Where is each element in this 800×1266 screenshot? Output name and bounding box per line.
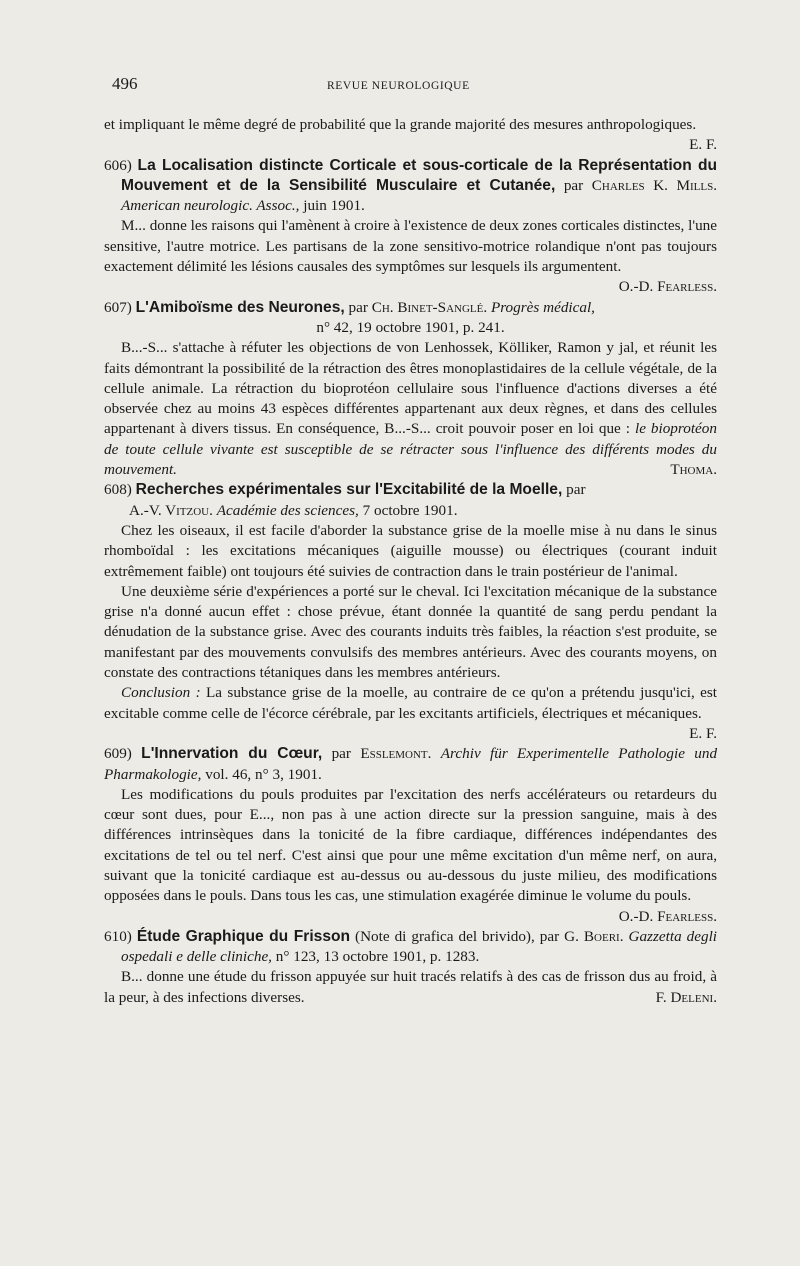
entry-606-text: M... donne les raisons qui l'amènent à croire à l'existence de deux zones corticales distinctes, l'une sensitive, l'autre motrice. Les partisans de la zone sensitivo-motrice rolandique n'ont pas toujours exactement délimité les lésions causales des symptômes sur lesquels ils argumentent. bbox=[104, 217, 717, 276]
entry-610-text: B... donne une étude du frisson appuyée sur huit tracés relatifs à des cas de frisson dus au froid, à la peur, à des infections diverses. bbox=[104, 968, 717, 1006]
entry-607-body bbox=[104, 338, 717, 480]
entry-608-author: A.-V. Vitzou. bbox=[129, 501, 213, 519]
entry-610-author: G. Boeri. bbox=[564, 927, 624, 945]
entry-609-date: vol. 46, n° 3, 1901. bbox=[205, 765, 322, 783]
entry-609-by: par bbox=[331, 745, 351, 763]
page-number: 496 bbox=[112, 74, 138, 93]
entry-609-body bbox=[104, 785, 717, 927]
article-body bbox=[104, 115, 717, 1008]
entry-608-signature: E. F. bbox=[689, 724, 717, 742]
entry-606-body bbox=[104, 216, 717, 297]
entry-608-body-2: Une deuxième série d'expériences a porté sur le cheval. Ici l'excitation mécanique de la substance grise n'a donné aucun effet : chose prévue, étant donnée la quantité de sang perdu pendant la dénudation de la substance grise. Avec des courants induits très faibles, la réaction s'est produite, se manifestant par des mouvements convulsifs des membres antérieurs. Avec des courants moyens, on constate des contractions tétaniques dans les membres antérieurs. bbox=[104, 582, 717, 682]
entry-607-title: L'Amiboïsme des Neurones, bbox=[135, 298, 345, 316]
entry-608-heading bbox=[104, 480, 717, 521]
entry-607-signature: Thoma. bbox=[670, 461, 717, 479]
page-header bbox=[112, 74, 712, 96]
entry-606-signature: O.-D. Fearless. bbox=[618, 278, 717, 296]
entry-609-text: Les modifications du pouls produites par l'excitation des nerfs accélérateurs ou retardeurs du cœur sont dues, pour E..., non pas à une action directe sur la pression sanguine, mais à des différences intrinsèques dans la tonicité de la fibre cardiaque, différences indépendantes des excitations de tel ou tel nerf. C'est ainsi que pour une même excitation d'un même nerf, on aura, suivant que la tonicité cardiaque est au-dessus ou au-dessous du juste milieu, des modifications opposées dans le pouls. Dans tous les cas, une stimulation exagérée diminue le volume du pouls. bbox=[104, 785, 717, 905]
entry-608-body-3: La substance grise de la moelle, au contraire de ce qu'on a prétendu jusqu'ici, est excitable comme celle de l'écorce cérébrale, par les excitants artificiels, électriques et mécaniques. bbox=[104, 684, 718, 722]
entry-610-title: Étude Graphique du Frisson bbox=[136, 927, 351, 945]
entry-609-source: Archiv für Experimentelle Pathologie und Pharmakologie, bbox=[104, 745, 718, 783]
entry-607-heading bbox=[104, 298, 717, 339]
entry-606-source: American neurologic. Assoc., bbox=[121, 197, 300, 215]
entry-609-author: Esslemont. bbox=[360, 745, 432, 763]
entry-610-signature: F. Deleni. bbox=[655, 988, 717, 1006]
running-head: REVUE NEUROLOGIQUE bbox=[327, 80, 470, 92]
entry-606-author: Charles K. Mills. bbox=[591, 176, 718, 194]
entry-607-source: Progrès médical, bbox=[490, 298, 595, 316]
entry-608-conclusion bbox=[104, 683, 717, 744]
entry-608-body-1: Chez les oiseaux, il est facile d'aborder la substance grise de la moelle mise à nu dans le sinus rhomboïdal : les excitations mécaniques (aiguille mousse) ou électriques (courant induit extrêmement faible) ont toujours été suivies de contraction dans le train postérieur de l'animal. bbox=[104, 521, 717, 580]
entry-610-note: (Note di grafica del brivido), bbox=[355, 927, 535, 945]
entry-607-by: par bbox=[348, 298, 368, 316]
entry-608-by: par bbox=[566, 481, 586, 499]
entry-609-signature: O.-D. Fearless. bbox=[618, 907, 717, 925]
entry-607-author: Ch. Binet-Sanglé. bbox=[371, 298, 488, 316]
entry-608-conclusion-label: Conclusion : bbox=[121, 684, 201, 702]
intro-signature: E. F. bbox=[689, 136, 717, 154]
entry-608-date: 7 octobre 1901. bbox=[362, 501, 458, 519]
entry-610-number: 610) bbox=[104, 927, 132, 945]
entry-609-title: L'Innervation du Cœur, bbox=[141, 745, 323, 763]
entry-608-number: 608) bbox=[104, 481, 132, 499]
entry-607-number: 607) bbox=[104, 298, 132, 316]
entry-610-date: n° 123, 13 octobre 1901, p. 1283. bbox=[275, 948, 480, 966]
intro-paragraph bbox=[104, 115, 717, 156]
entry-609-heading bbox=[104, 744, 717, 785]
entry-610-body bbox=[104, 967, 717, 1008]
entry-607-text: B...-S... s'attache à réfuter les objections de von Lenhossek, Kölliker, Ramon y jal, et réunit les faits démontrant la possibilité de la rétraction des êtres monoplastidaires de la cellule végétale, de la cellule animale. La rétraction du bioprotéon cellulaire sous l'influence d'actions diverses a été observée chez au moins 43 espèces différentes appartenant aux deux règnes, et dans des cellules appartenant à divers tissus. En conséquence, B...-S... croit pouvoir poser en loi que : bbox=[104, 339, 717, 438]
entry-609-number: 609) bbox=[104, 745, 132, 763]
entry-610-heading bbox=[104, 927, 717, 968]
entry-608-title: Recherches expérimentales sur l'Excitabilité de la Moelle, bbox=[135, 481, 563, 499]
entry-606-by: par bbox=[563, 176, 584, 194]
entry-607-date: n° 42, 19 octobre 1901, p. 241. bbox=[316, 318, 505, 336]
entry-606-heading bbox=[104, 156, 717, 217]
entry-608-source: Académie des sciences, bbox=[216, 501, 359, 519]
entry-606-date: juin 1901. bbox=[303, 197, 365, 215]
intro-text: et impliquant le même degré de probabilité que la grande majorité des mesures anthropologiques. bbox=[104, 116, 697, 133]
entry-606-title: La Localisation distincte Corticale et sous-corticale de la Représentation du Mouvement et de la Sensibilité Musculaire et Cutanée, bbox=[121, 156, 717, 194]
entry-606-number: 606) bbox=[104, 156, 132, 174]
entry-607-text-italic: le bioprotéon de toute cellule vivante est susceptible de se rétracter sous l'influence des différents modes du mouvement. bbox=[104, 420, 717, 479]
entry-610-source: Gazzetta degli ospedali e delle cliniche, bbox=[121, 927, 718, 966]
entry-610-by: par bbox=[539, 927, 560, 945]
